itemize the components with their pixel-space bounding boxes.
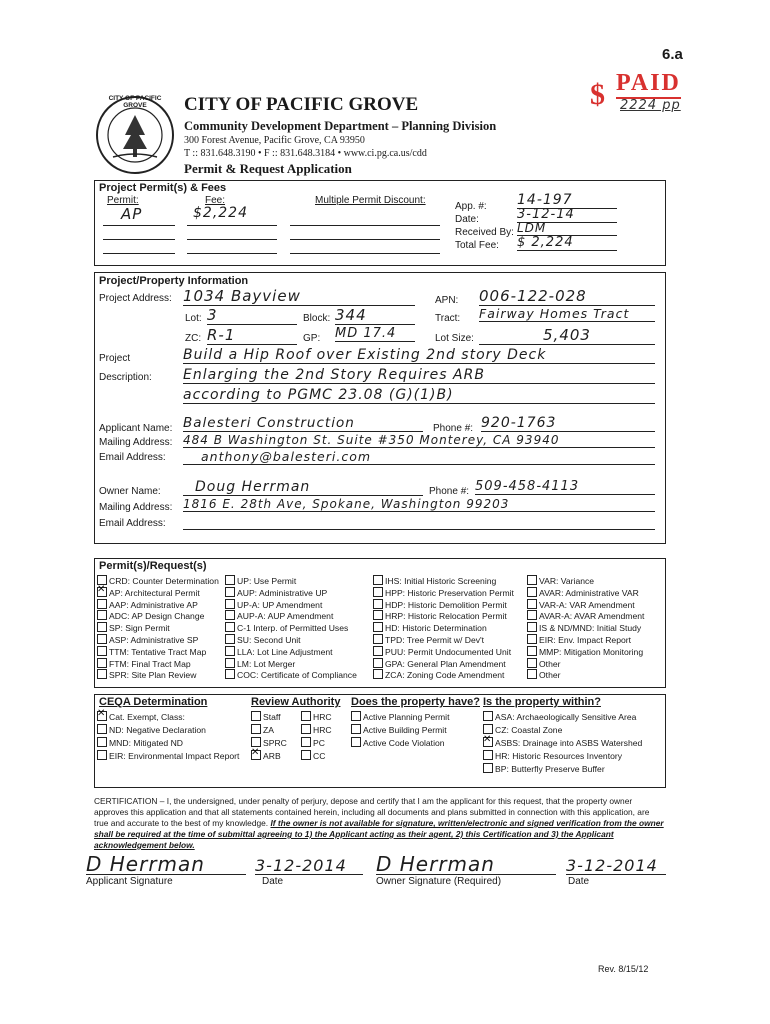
applicant-signature: D Herrman [86,852,205,876]
permit-value: AP [121,205,143,223]
checkbox[interactable] [483,711,493,721]
permit-request-item [97,622,227,634]
applicant-mailing-label: Mailing Address: [99,437,173,448]
checkbox[interactable] [373,658,383,668]
description-line-1: Build a Hip Roof over Existing 2nd story Deck [183,347,655,364]
permit-request-label: Other [539,658,561,669]
checkbox[interactable] [527,610,537,620]
applicant-date-label: Date [262,876,284,887]
review-authority-item [251,724,301,737]
checkbox[interactable] [225,575,235,585]
discount-line-1 [290,225,440,226]
property-have-list [351,711,481,750]
applicant-date-line [255,874,363,875]
permit-request-item [527,634,663,646]
review-authority-item [301,750,347,763]
permit-request-item [97,575,227,587]
permit-request-label: IS & ND/MND: Initial Study [539,623,642,634]
permit-request-label: HDP: Historic Demolition Permit [385,599,507,610]
paid-dollar: $ [590,78,605,111]
checkbox[interactable] [527,658,537,668]
ceqa-item [97,711,247,724]
review-authority-label: Staff [263,712,281,722]
discount-line-3 [290,253,440,254]
certification-bold: If the owner is not available for signature, written/electronic and signed verification from the owner shall be required at the time of submittal agreeing to 1) the Applicant acting as their agent, 2) this Certification and 3) the Applicant acknowledgement below. [94,818,664,850]
checkbox[interactable] [483,737,493,747]
permit-request-item [527,658,663,670]
owner-mailing-label: Mailing Address: [99,502,173,513]
lot-size-label: Lot Size: [435,333,474,344]
owner-mailing-value: 1816 E. 28th Ave, Spokane, Washington 99203 [183,497,655,512]
applicant-mailing-value: 484 B Washington St. Suite #350 Monterey, CA 93940 [183,433,655,448]
owner-signature: D Herrman [376,852,495,876]
checkbox[interactable] [97,658,107,668]
applicant-email-label: Email Address: [99,452,166,463]
lot-value: 3 [207,306,297,325]
checkbox[interactable] [225,587,235,597]
zc-value: R-1 [207,326,297,345]
checkbox[interactable] [97,634,107,644]
property-within-list [483,711,663,776]
permit-request-label: AUP: Administrative UP [237,587,328,598]
permit-request-label: LM: Lot Merger [237,658,296,669]
checkbox[interactable] [527,669,537,679]
permit-request-item [225,587,370,599]
review-authority-label: ZA [263,725,274,735]
permit-request-label: IHS: Initial Historic Screening [385,576,497,586]
multiple-discount-label: Multiple Permit Discount: [315,195,426,206]
ceqa-heading: CEQA Determination [99,696,208,708]
permit-request-label: AVAR-A: AVAR Amendment [539,611,645,622]
permit-request-item [225,646,370,658]
property-have-label: Active Code Violation [363,738,445,748]
fee-line-1 [187,225,277,226]
owner-email-label: Email Address: [99,518,166,529]
contact-line: T :: 831.648.3190 • F :: 831.648.3184 • www.ci.pg.ca.us/cdd [184,148,427,159]
property-within-item [483,763,663,776]
permit-request-label: AP: Architectural Permit [109,587,200,598]
paid-note: 2224 pp [620,98,681,113]
checkbox[interactable] [527,575,537,585]
owner-phone-label: Phone #: [429,486,470,497]
checkbox[interactable] [97,622,107,632]
permit-request-item [97,599,227,611]
checkbox[interactable] [97,610,107,620]
gp-value: MD 17.4 [335,326,415,342]
app-no-value: 14-197 [517,192,617,209]
permit-request-label: AAP: Administrative AP [109,599,198,610]
permit-request-label: CRD: Counter Determination [109,576,219,586]
tract-value: Fairway Homes Tract [479,306,655,322]
permit-label: Permit: [107,195,139,206]
permit-request-item [527,599,663,611]
permit-request-label: AUP-A: AUP Amendment [237,611,334,622]
permit-request-label: TTM: Tentative Tract Map [109,646,207,657]
checkbox[interactable] [251,724,261,734]
review-authority-item [301,711,347,724]
fee-label: Fee: [205,195,226,206]
permit-request-label: HPP: Historic Preservation Permit [385,587,514,598]
checkbox[interactable] [483,750,493,760]
lot-size-value: 5,403 [479,326,655,345]
ceqa-label: ND: Negative Declaration [109,725,206,735]
seal-text: CITY OF PACIFIC GROVE [108,95,162,109]
permit-request-label: UP-A: UP Amendment [237,599,323,610]
certification-normal: CERTIFICATION – I, the undersigned, under penalty of perjury, depose and certify that I am the applicant for this request, that the property owner approves this application and that all statements contained herein, including all documents and plans submitted in connection with this application, are true and accurate to the best of my knowledge. [94,796,650,828]
checkbox[interactable] [225,610,235,620]
property-within-item [483,711,663,724]
property-within-label: ASBS: Drainage into ASBS Watershed [495,738,643,748]
checkbox[interactable] [373,599,383,609]
checkbox[interactable] [527,587,537,597]
checkbox[interactable] [373,634,383,644]
property-within-label: BP: Butterfly Preserve Buffer [495,764,605,774]
checkbox[interactable] [483,763,493,773]
property-within-heading: Is the property within? [483,696,601,708]
permit-request-label: ASP: Administrative SP [109,634,199,645]
checkbox[interactable] [301,750,311,760]
applicant-phone-label: Phone #: [433,423,474,434]
permit-request-item [97,646,227,658]
checkbox[interactable] [483,724,493,734]
paid-stamp [590,70,740,120]
owner-signature-label: Owner Signature (Required) [376,876,502,887]
permit-request-label: VAR: Variance [539,576,595,586]
ceqa-label: MND: Mitigated ND [109,738,184,748]
owner-email-line [183,528,655,530]
total-label: Total Fee: [455,240,499,251]
permit-request-item [225,599,370,611]
checkbox[interactable] [97,750,107,760]
applicant-signature-label: Applicant Signature [86,876,173,887]
checkbox[interactable] [251,711,261,721]
zc-label: ZC: [185,333,202,344]
ceqa-list [97,711,247,763]
permit-request-item [527,669,663,681]
checkbox[interactable] [97,646,107,656]
permit-line-1 [103,225,175,226]
permit-request-label: VAR-A: VAR Amendment [539,599,635,610]
property-heading: Project/Property Information [99,275,249,287]
permit-request-item [527,587,663,599]
date-value: 3-12-14 [517,207,617,223]
apn-value: 006-122-028 [479,287,655,306]
checkbox[interactable] [225,669,235,679]
department: Community Development Department – Planning Division [184,119,497,133]
city-seal [95,95,175,175]
checkbox[interactable] [225,658,235,668]
review-authority-item [251,711,301,724]
permit-request-item [225,622,370,634]
checkbox[interactable] [301,711,311,721]
checkbox[interactable] [373,669,383,679]
checkbox[interactable] [373,646,383,656]
property-have-heading: Does the property have? [351,696,480,708]
checkbox[interactable] [373,575,383,585]
property-within-label: CZ: Coastal Zone [495,725,563,735]
gp-label: GP: [303,333,321,344]
property-within-item [483,737,663,750]
review-authority-item [301,724,347,737]
permit-request-item [97,658,227,670]
fee-line-2 [187,239,277,240]
review-heading: Review Authority [251,696,341,708]
permits-heading: Project Permit(s) & Fees [99,182,227,194]
checkbox[interactable] [527,599,537,609]
review-authority-label: HRC [313,725,332,735]
permit-request-label: SPR: Site Plan Review [109,670,197,681]
discount-line-2 [290,239,440,240]
ceqa-label: Cat. Exempt, Class: [109,712,185,722]
received-value: LDM [517,221,617,236]
owner-phone-value: 509-458-4113 [475,479,655,495]
permit-request-item [373,646,528,658]
tract-label: Tract: [435,313,461,324]
block-label: Block: [303,313,331,324]
ceqa-item [97,724,247,737]
checkbox[interactable] [97,599,107,609]
permit-request-item [527,646,663,658]
permit-request-label: GPA: General Plan Amendment [385,658,506,669]
permit-request-label: ZCA: Zoning Code Amendment [385,670,505,681]
applicant-name-value: Balesteri Construction [183,415,423,432]
project-label: Project [99,353,131,364]
permit-request-item [225,634,370,646]
app-no-label: App. #: [455,201,487,212]
permit-request-label: C-1 Interp. of Permitted Uses [237,623,349,634]
owner-name-label: Owner Name: [99,486,161,497]
checkbox[interactable] [301,737,311,747]
permit-request-label: Other [539,670,561,681]
permit-request-label: HRP: Historic Relocation Permit [385,611,507,622]
permit-request-label: LLA: Lot Line Adjustment [237,646,333,657]
review-authority-label: CC [313,751,326,761]
permit-request-item [527,610,663,622]
checkbox[interactable] [373,622,383,632]
property-have-item [351,724,481,737]
description-line-2: Enlarging the 2nd Story Requires ARB [183,367,655,384]
checkbox[interactable] [97,669,107,679]
checkbox[interactable] [251,750,261,760]
permit-request-item [97,634,227,646]
permit-request-label: SU: Second Unit [237,634,301,645]
description-label: Description: [99,372,152,383]
determination-section [94,694,666,788]
permit-request-item [225,610,370,622]
checkbox[interactable] [97,737,107,747]
permits-col-3 [373,575,528,681]
checkbox[interactable] [351,737,361,747]
property-info-section [94,272,666,544]
apn-label: APN: [435,295,459,306]
permit-request-item [97,610,227,622]
checkbox[interactable] [351,711,361,721]
permit-request-item [373,669,528,681]
checkbox[interactable] [527,622,537,632]
checkbox[interactable] [351,724,361,734]
checkbox[interactable] [301,724,311,734]
permit-request-item [373,622,528,634]
checkbox[interactable] [225,599,235,609]
review-authority-label: PC [313,738,325,748]
review-authority-item [301,737,347,750]
received-label: Received By: [455,227,514,238]
owner-date: 3-12-2014 [566,856,658,875]
city-title: CITY OF PACIFIC GROVE [184,94,419,115]
permit-request-label: AVAR: Administrative VAR [539,587,639,598]
permit-request-label: EIR: Env. Impact Report [539,634,632,645]
permits-col-4 [527,575,663,681]
permits-col-1 [97,575,227,681]
permit-request-item [373,634,528,646]
checkbox[interactable] [527,646,537,656]
fee-line-3 [187,253,277,254]
applicant-email-value: anthony@balesteri.com [183,449,655,465]
review-authority-label: ARB [263,751,281,761]
permit-request-item [97,669,227,681]
review-col-b [301,711,347,763]
permit-request-item [373,599,528,611]
address: 300 Forest Avenue, Pacific Grove, CA 93950 [184,135,365,146]
permit-request-label: UP: Use Permit [237,576,297,586]
permit-request-label: PUU: Permit Undocumented Unit [385,646,512,657]
checkbox[interactable] [97,711,107,721]
property-have-label: Active Planning Permit [363,712,450,722]
permit-request-label: FTM: Final Tract Map [109,658,191,669]
review-col-a [251,711,301,763]
permit-request-label: SP: Sign Permit [109,623,170,634]
permit-request-item [373,587,528,599]
permit-line-3 [103,253,175,254]
permits-col-2 [225,575,370,681]
checkbox[interactable] [97,587,107,597]
owner-date-label: Date [568,876,590,887]
property-within-item [483,724,663,737]
checkbox[interactable] [97,724,107,734]
permit-request-item [373,575,528,587]
property-within-label: HR: Historic Resources Inventory [495,751,623,761]
permits-requests-heading: Permit(s)/Request(s) [99,560,207,572]
ceqa-item [97,750,247,763]
fee-value: $2,224 [193,205,248,221]
review-authority-label: HRC [313,712,332,722]
owner-name-value: Doug Herrman [183,479,423,496]
permit-request-item [97,587,227,599]
permit-request-label: TPD: Tree Permit w/ Dev't [385,634,485,645]
checkbox[interactable] [527,634,537,644]
review-authority-label: SPRC [263,738,287,748]
certification-text [94,796,664,851]
checkbox[interactable] [373,587,383,597]
page-number: 6.a [662,46,683,63]
revision-date: Rev. 8/15/12 [598,964,649,974]
permit-request-label: HD: Historic Determination [385,623,487,634]
description-line-3: according to PGMC 23.08 (G)(1)B) [183,387,655,404]
permit-request-label: ADC: AP Design Change [109,611,205,622]
permit-request-item [527,622,663,634]
permits-requests-section [94,558,666,688]
review-authority-item [251,750,301,763]
permit-request-item [373,610,528,622]
checkbox[interactable] [225,646,235,656]
applicant-name-label: Applicant Name: [99,423,173,434]
permit-request-item [225,658,370,670]
checkbox[interactable] [373,610,383,620]
form-title: Permit & Request Application [184,161,352,176]
permit-request-label: MMP: Mitigation Monitoring [539,646,644,657]
owner-signature-line [376,874,556,875]
project-address-value: 1034 Bayview [183,287,415,306]
total-value: $ 2,224 [517,235,617,251]
permit-request-item [225,575,370,587]
paid-label: PAID [616,70,681,99]
property-have-item [351,711,481,724]
checkbox[interactable] [225,634,235,644]
permit-request-label: COC: Certificate of Compliance [237,670,357,681]
applicant-date: 3-12-2014 [255,856,347,875]
project-permits-section [94,180,666,266]
applicant-signature-line [86,874,246,875]
property-have-item [351,737,481,750]
permit-request-item [527,575,663,587]
permit-request-item [225,669,370,681]
date-label: Date: [455,214,479,225]
ceqa-label: EIR: Environmental Impact Report [109,751,240,761]
checkbox[interactable] [251,737,261,747]
property-within-label: ASA: Archaeologically Sensitive Area [495,712,637,722]
ceqa-item [97,737,247,750]
block-value: 344 [335,306,415,325]
owner-date-line [566,874,666,875]
lot-label: Lot: [185,313,202,324]
property-have-label: Active Building Permit [363,725,447,735]
permit-request-item [373,658,528,670]
applicant-phone-value: 920-1763 [481,415,655,432]
checkbox[interactable] [225,622,235,632]
permit-line-2 [103,239,175,240]
property-within-item [483,750,663,763]
project-address-label: Project Address: [99,293,172,304]
